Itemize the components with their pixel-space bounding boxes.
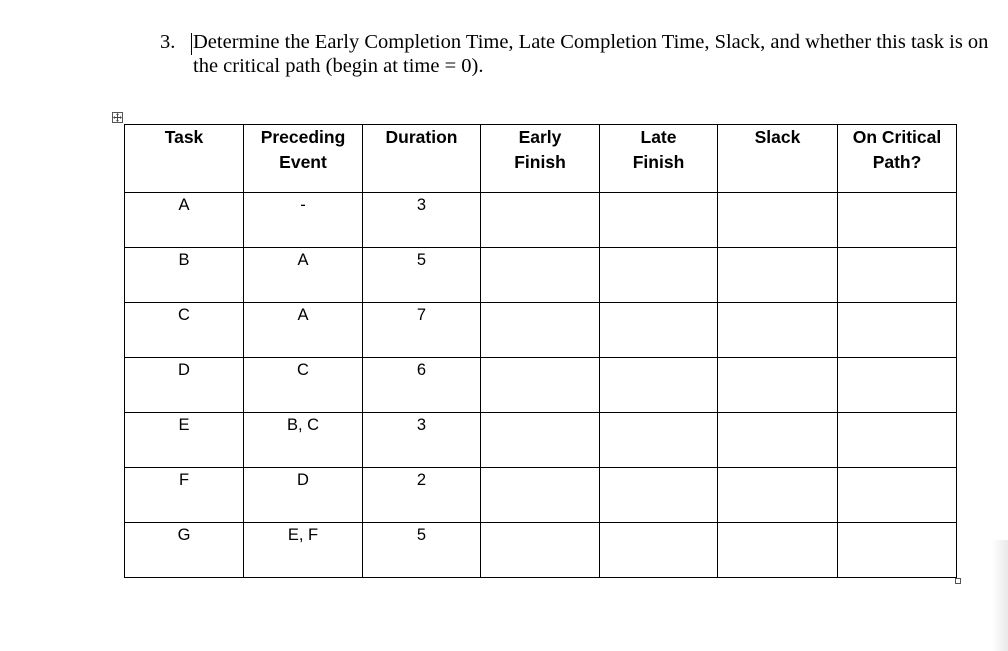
move-cross-icon[interactable] — [112, 112, 123, 123]
cell-task: B — [125, 248, 244, 303]
page-edge-shadow — [992, 540, 1008, 651]
cell-preceding: D — [244, 468, 363, 523]
cell-preceding: C — [244, 358, 363, 413]
question-number: 3. — [160, 31, 176, 53]
cell-early-finish[interactable] — [481, 468, 600, 523]
table-row — [125, 358, 957, 413]
table-row — [125, 468, 957, 523]
cell-duration: 3 — [363, 413, 481, 468]
question-text: Determine the Early Completion Time, Late Completion Time, Slack, and whether this task is on the critical path (begin at time = 0). — [193, 31, 989, 77]
header-duration: Duration — [363, 125, 481, 193]
cell-task: A — [125, 193, 244, 248]
cell-slack[interactable] — [718, 303, 838, 358]
table-row — [125, 523, 957, 578]
cell-late-finish[interactable] — [600, 248, 718, 303]
cell-late-finish[interactable] — [600, 358, 718, 413]
cell-duration: 3 — [363, 193, 481, 248]
cell-slack[interactable] — [718, 248, 838, 303]
header-slack: Slack — [718, 125, 838, 193]
cell-late-finish[interactable] — [600, 413, 718, 468]
cell-task: E — [125, 413, 244, 468]
cell-task: C — [125, 303, 244, 358]
cell-late-finish[interactable] — [600, 303, 718, 358]
cell-slack[interactable] — [718, 523, 838, 578]
cell-preceding: A — [244, 248, 363, 303]
task-table — [124, 124, 957, 578]
cell-task: F — [125, 468, 244, 523]
text-cursor — [191, 33, 192, 55]
cell-critical[interactable] — [838, 193, 957, 248]
cell-late-finish[interactable] — [600, 523, 718, 578]
cell-duration: 2 — [363, 468, 481, 523]
cell-task: G — [125, 523, 244, 578]
cell-slack[interactable] — [718, 468, 838, 523]
table-row — [125, 413, 957, 468]
cell-slack[interactable] — [718, 358, 838, 413]
cell-critical[interactable] — [838, 248, 957, 303]
cell-critical[interactable] — [838, 523, 957, 578]
cell-preceding: A — [244, 303, 363, 358]
cell-early-finish[interactable] — [481, 358, 600, 413]
resize-handle-icon[interactable] — [955, 578, 961, 584]
cell-critical[interactable] — [838, 413, 957, 468]
cell-preceding: E, F — [244, 523, 363, 578]
header-late-finish: Late Finish — [600, 125, 718, 193]
cell-slack[interactable] — [718, 193, 838, 248]
cell-duration: 5 — [363, 523, 481, 578]
cell-early-finish[interactable] — [481, 303, 600, 358]
header-early-finish: Early Finish — [481, 125, 600, 193]
table-header-row — [125, 125, 957, 193]
cell-critical[interactable] — [838, 358, 957, 413]
cell-preceding: - — [244, 193, 363, 248]
header-critical-path: On Critical Path? — [838, 125, 957, 193]
cell-slack[interactable] — [718, 413, 838, 468]
cell-late-finish[interactable] — [600, 468, 718, 523]
cell-task: D — [125, 358, 244, 413]
cell-duration: 7 — [363, 303, 481, 358]
cell-early-finish[interactable] — [481, 523, 600, 578]
cell-critical[interactable] — [838, 468, 957, 523]
cell-early-finish[interactable] — [481, 248, 600, 303]
cell-early-finish[interactable] — [481, 413, 600, 468]
header-preceding-event: Preceding Event — [244, 125, 363, 193]
header-task: Task — [125, 125, 244, 193]
cell-late-finish[interactable] — [600, 193, 718, 248]
cell-duration: 5 — [363, 248, 481, 303]
cell-preceding: B, C — [244, 413, 363, 468]
cell-duration: 6 — [363, 358, 481, 413]
table-row — [125, 193, 957, 248]
cell-early-finish[interactable] — [481, 193, 600, 248]
cell-critical[interactable] — [838, 303, 957, 358]
table-row — [125, 248, 957, 303]
table-row — [125, 303, 957, 358]
